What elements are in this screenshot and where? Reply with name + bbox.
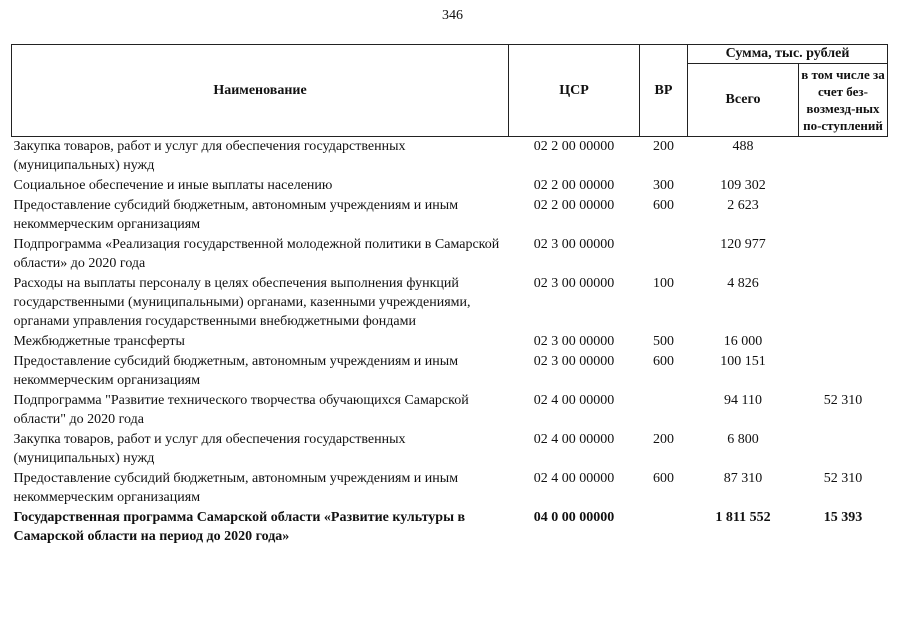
table-row [12,274,888,332]
row-name: Подпрограмма "Развитие технического творчества обучающихся Самарской области" до 2020 года [13,393,469,427]
row-vr [640,235,688,274]
row-csr: 02 2 00 00000 [533,198,615,213]
table-row [12,430,888,469]
row-total: 16 000 [723,334,763,349]
row-csr: 02 2 00 00000 [533,178,615,193]
row-name: Расходы на выплаты персоналу в целях обеспечения выполнения функций государственными (муниципальными) органами, казенными учреждениями, органами управления государственными внебюджетными фондами [13,276,471,329]
row-free [799,176,888,196]
row-vr: 600 [653,198,674,213]
table-row [12,469,888,508]
row-csr: 02 3 00 00000 [533,354,615,369]
row-name: Предоставление субсидий бюджетным, автономным учреждениям и иным некоммерческим организациям [13,198,459,232]
header-name: Наименование [12,45,509,137]
row-total: 87 310 [723,471,763,486]
row-total: 94 110 [724,393,762,408]
row-name: Социальное обеспечение и иные выплаты населению [13,178,333,193]
row-vr [640,391,688,430]
table-row [12,235,888,274]
table-body [12,137,888,548]
row-csr: 02 4 00 00000 [533,432,615,447]
table-row [12,352,888,391]
table-header [12,45,888,137]
row-vr [640,508,688,547]
row-name: Закупка товаров, работ и услуг для обеспечения государственных (муниципальных) нужд [13,139,406,173]
row-free [799,196,888,235]
table-row [12,332,888,352]
budget-table-container [11,44,887,547]
row-vr: 300 [653,178,674,193]
table-row [12,196,888,235]
row-free: 15 393 [823,510,863,525]
row-total: 1 811 552 [715,510,771,525]
row-total: 4 826 [727,276,759,291]
row-vr: 600 [653,354,674,369]
row-free [799,137,888,177]
row-csr: 02 4 00 00000 [533,471,615,486]
row-total: 488 [732,139,754,154]
row-free: 52 310 [823,471,863,486]
row-name: Подпрограмма «Реализация государственной молодежной политики в Самарской области» до 2020 года [13,237,500,271]
row-name: Предоставление субсидий бюджетным, автономным учреждениям и иным некоммерческим организациям [13,471,459,505]
header-vr: ВР [640,45,688,137]
table-row [12,137,888,177]
header-free: в том числе за счет без-возмезд-ных по-ступлений [799,64,888,137]
header-sum-group: Сумма, тыс. рублей [688,45,888,64]
row-free [799,274,888,332]
row-free [799,430,888,469]
row-total: 120 977 [720,237,766,252]
row-free [799,235,888,274]
row-total: 100 151 [720,354,766,369]
row-csr: 02 3 00 00000 [533,334,615,349]
row-vr: 200 [653,139,674,154]
row-vr: 600 [653,471,674,486]
row-free [799,332,888,352]
table-row [12,508,888,547]
row-name: Межбюджетные трансферты [13,334,185,349]
table-row [12,176,888,196]
page-number: 346 [442,8,463,23]
row-csr: 02 4 00 00000 [533,393,615,408]
header-csr: ЦСР [509,45,640,137]
row-csr: 02 3 00 00000 [533,276,615,291]
row-total: 109 302 [720,178,766,193]
row-total: 6 800 [727,432,759,447]
row-name: Закупка товаров, работ и услуг для обеспечения государственных (муниципальных) нужд [13,432,406,466]
table-row [12,391,888,430]
header-total: Всего [688,64,799,137]
row-csr: 04 0 00 00000 [533,510,615,525]
row-total: 2 623 [727,198,759,213]
row-name: Государственная программа Самарской области «Развитие культуры в Самарской области на период до 2020 года» [13,510,466,544]
row-vr: 500 [653,334,674,349]
row-csr: 02 2 00 00000 [533,139,615,154]
budget-table [11,44,888,547]
row-free [799,352,888,391]
row-free: 52 310 [823,393,863,408]
row-csr: 02 3 00 00000 [533,237,615,252]
row-vr: 200 [653,432,674,447]
row-vr: 100 [653,276,674,291]
row-name: Предоставление субсидий бюджетным, автономным учреждениям и иным некоммерческим организациям [13,354,459,388]
